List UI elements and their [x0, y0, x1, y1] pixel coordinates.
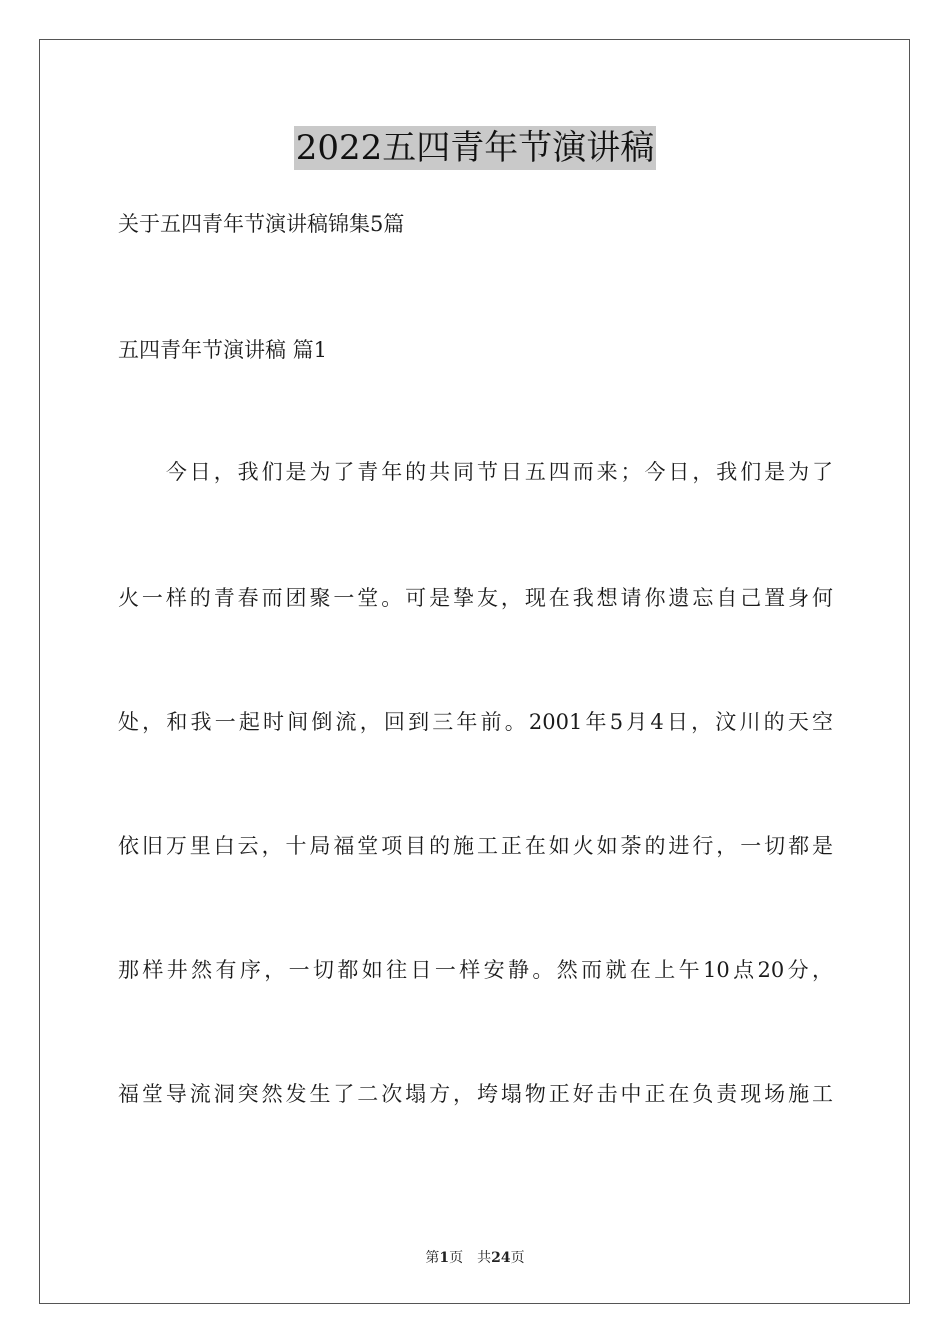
- page-footer: [0, 1248, 950, 1268]
- document-title: 2022五四青年节演讲稿: [295, 128, 655, 168]
- body-line-5: 那样井然有序，一切都如往日一样安静。然而就在上午10点20分，: [118, 958, 833, 982]
- title-container: [0, 126, 950, 170]
- footer-suffix: 页: [510, 1250, 525, 1266]
- body-line-3: 处，和我一起时间倒流，回到三年前。2001年5月4日，汶川的天空: [118, 710, 833, 734]
- footer-total-pages: 24: [491, 1250, 511, 1266]
- body-line-2: 火一样的青春而团聚一堂。可是挚友，现在我想请你遗忘自己置身何: [118, 586, 833, 610]
- section-heading: 五四青年节演讲稿 篇1: [118, 338, 328, 362]
- footer-current-page: 1: [439, 1250, 450, 1266]
- footer-prefix: 第: [425, 1250, 440, 1266]
- document-subtitle: 关于五四青年节演讲稿锦集5篇: [118, 212, 405, 236]
- body-line-4: 依旧万里白云，十局福堂项目的施工正在如火如荼的进行，一切都是: [118, 834, 833, 858]
- body-line-6: 福堂导流洞突然发生了二次塌方，垮塌物正好击中正在负责现场施工: [118, 1082, 833, 1106]
- body-line-1: 今日，我们是为了青年的共同节日五四而来；今日，我们是为了: [118, 460, 833, 484]
- footer-mid: 页 共: [449, 1250, 492, 1266]
